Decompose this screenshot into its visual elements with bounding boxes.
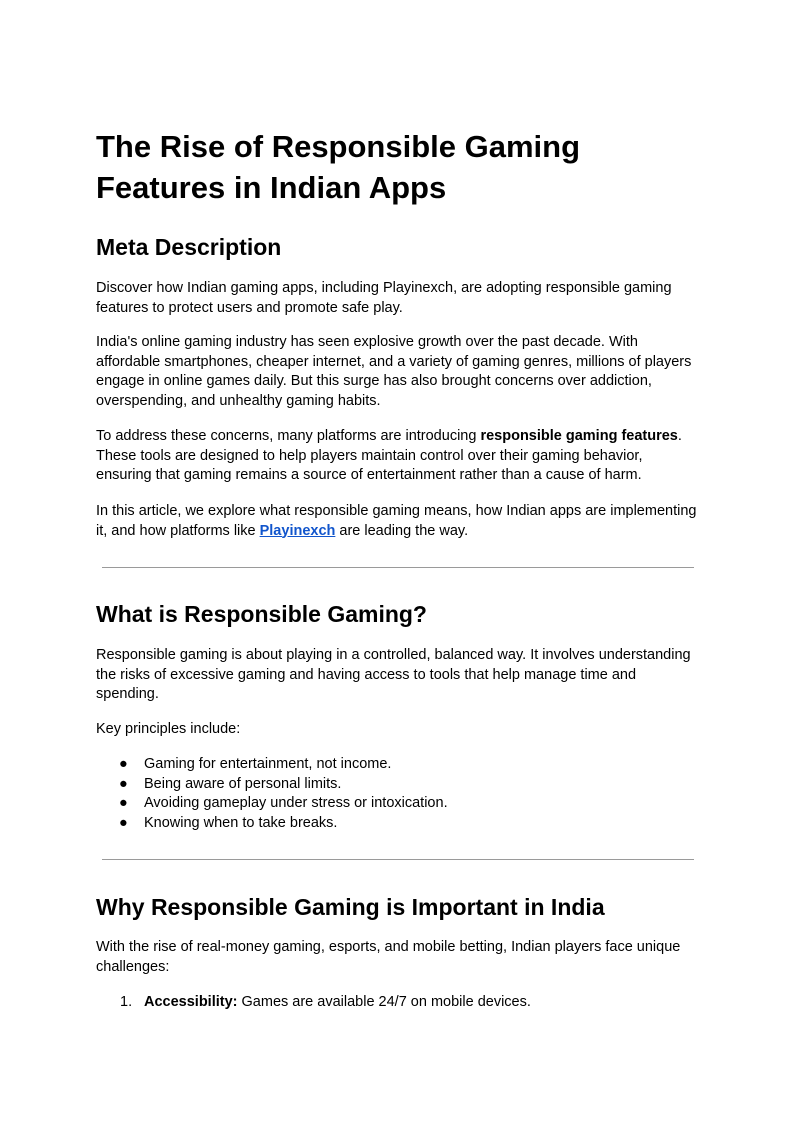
list-item — [96, 755, 700, 775]
intro-p2-bold: responsible gaming features — [480, 428, 678, 444]
bullet-icon: ● — [119, 756, 128, 772]
list-item — [96, 794, 700, 814]
list-item-text: Gaming for entertainment, not income. — [144, 756, 392, 772]
intro-p3-text-end: are leading the way. — [335, 522, 469, 539]
challenges-list — [96, 993, 700, 1013]
list-item-text: Avoiding gameplay under stress or intoxication. — [144, 795, 448, 811]
intro-p3-text-start: In this article, we explore what responsible gaming means, how Indian apps are implementing it, and how platforms like — [96, 503, 697, 539]
bullet-icon: ● — [119, 795, 128, 811]
list-item-text: Being aware of personal limits. — [144, 775, 342, 792]
divider — [102, 567, 694, 568]
list-item — [96, 993, 700, 1013]
intro-paragraph-1: India's online gaming industry has seen explosive growth over the past decade. With affordable smartphones, cheaper internet, and a variety of gaming genres, millions of players engage in online games daily. But this surge has also brought concerns over addiction, overspending, and unhealthy gaming habits. — [96, 334, 692, 409]
section-heading-why-important-in-india: Why Responsible Gaming is Important in India — [96, 894, 605, 920]
section2-paragraph-1: With the rise of real-money gaming, esports, and mobile betting, Indian players face unique challenges: — [96, 939, 681, 975]
bullet-icon: ● — [119, 814, 128, 831]
intro-p2-text-start: To address these concerns, many platforms are introducing — [96, 428, 481, 444]
page-title: The Rise of Responsible Gaming Features in Indian Apps — [96, 129, 581, 205]
playinexch-link[interactable]: Playinexch — [259, 522, 336, 539]
list-item-text: Games are available 24/7 on mobile devices. — [237, 994, 531, 1010]
list-item-number: 1. — [120, 994, 133, 1010]
intro-p2-text-end: . These tools are designed to help players maintain control over their gaming behavior, ensuring that gaming remains a source of entertainment rather than a cause of harm. — [96, 428, 682, 483]
section1-paragraph-1: Responsible gaming is about playing in a controlled, balanced way. It involves understanding the risks of excessive gaming and having access to tools that help manage time and spending. — [96, 647, 691, 702]
bullet-icon: ● — [119, 775, 128, 792]
meta-description: Discover how Indian gaming apps, including Playinexch, are adopting responsible gaming features to protect users and promote safe play. — [96, 280, 672, 316]
list-item-bold-label: Accessibility: — [144, 994, 238, 1010]
list-item — [96, 775, 700, 795]
section1-paragraph-2: Key principles include: — [96, 721, 241, 737]
meta-heading: Meta Description — [96, 234, 282, 260]
intro-paragraph-3 — [96, 502, 700, 541]
divider — [102, 859, 694, 860]
list-item — [96, 814, 700, 834]
list-item-text: Knowing when to take breaks. — [144, 814, 338, 831]
intro-paragraph-2 — [96, 427, 700, 486]
section-heading-what-is-responsible-gaming: What is Responsible Gaming? — [96, 601, 427, 627]
key-principles-list — [96, 755, 700, 833]
